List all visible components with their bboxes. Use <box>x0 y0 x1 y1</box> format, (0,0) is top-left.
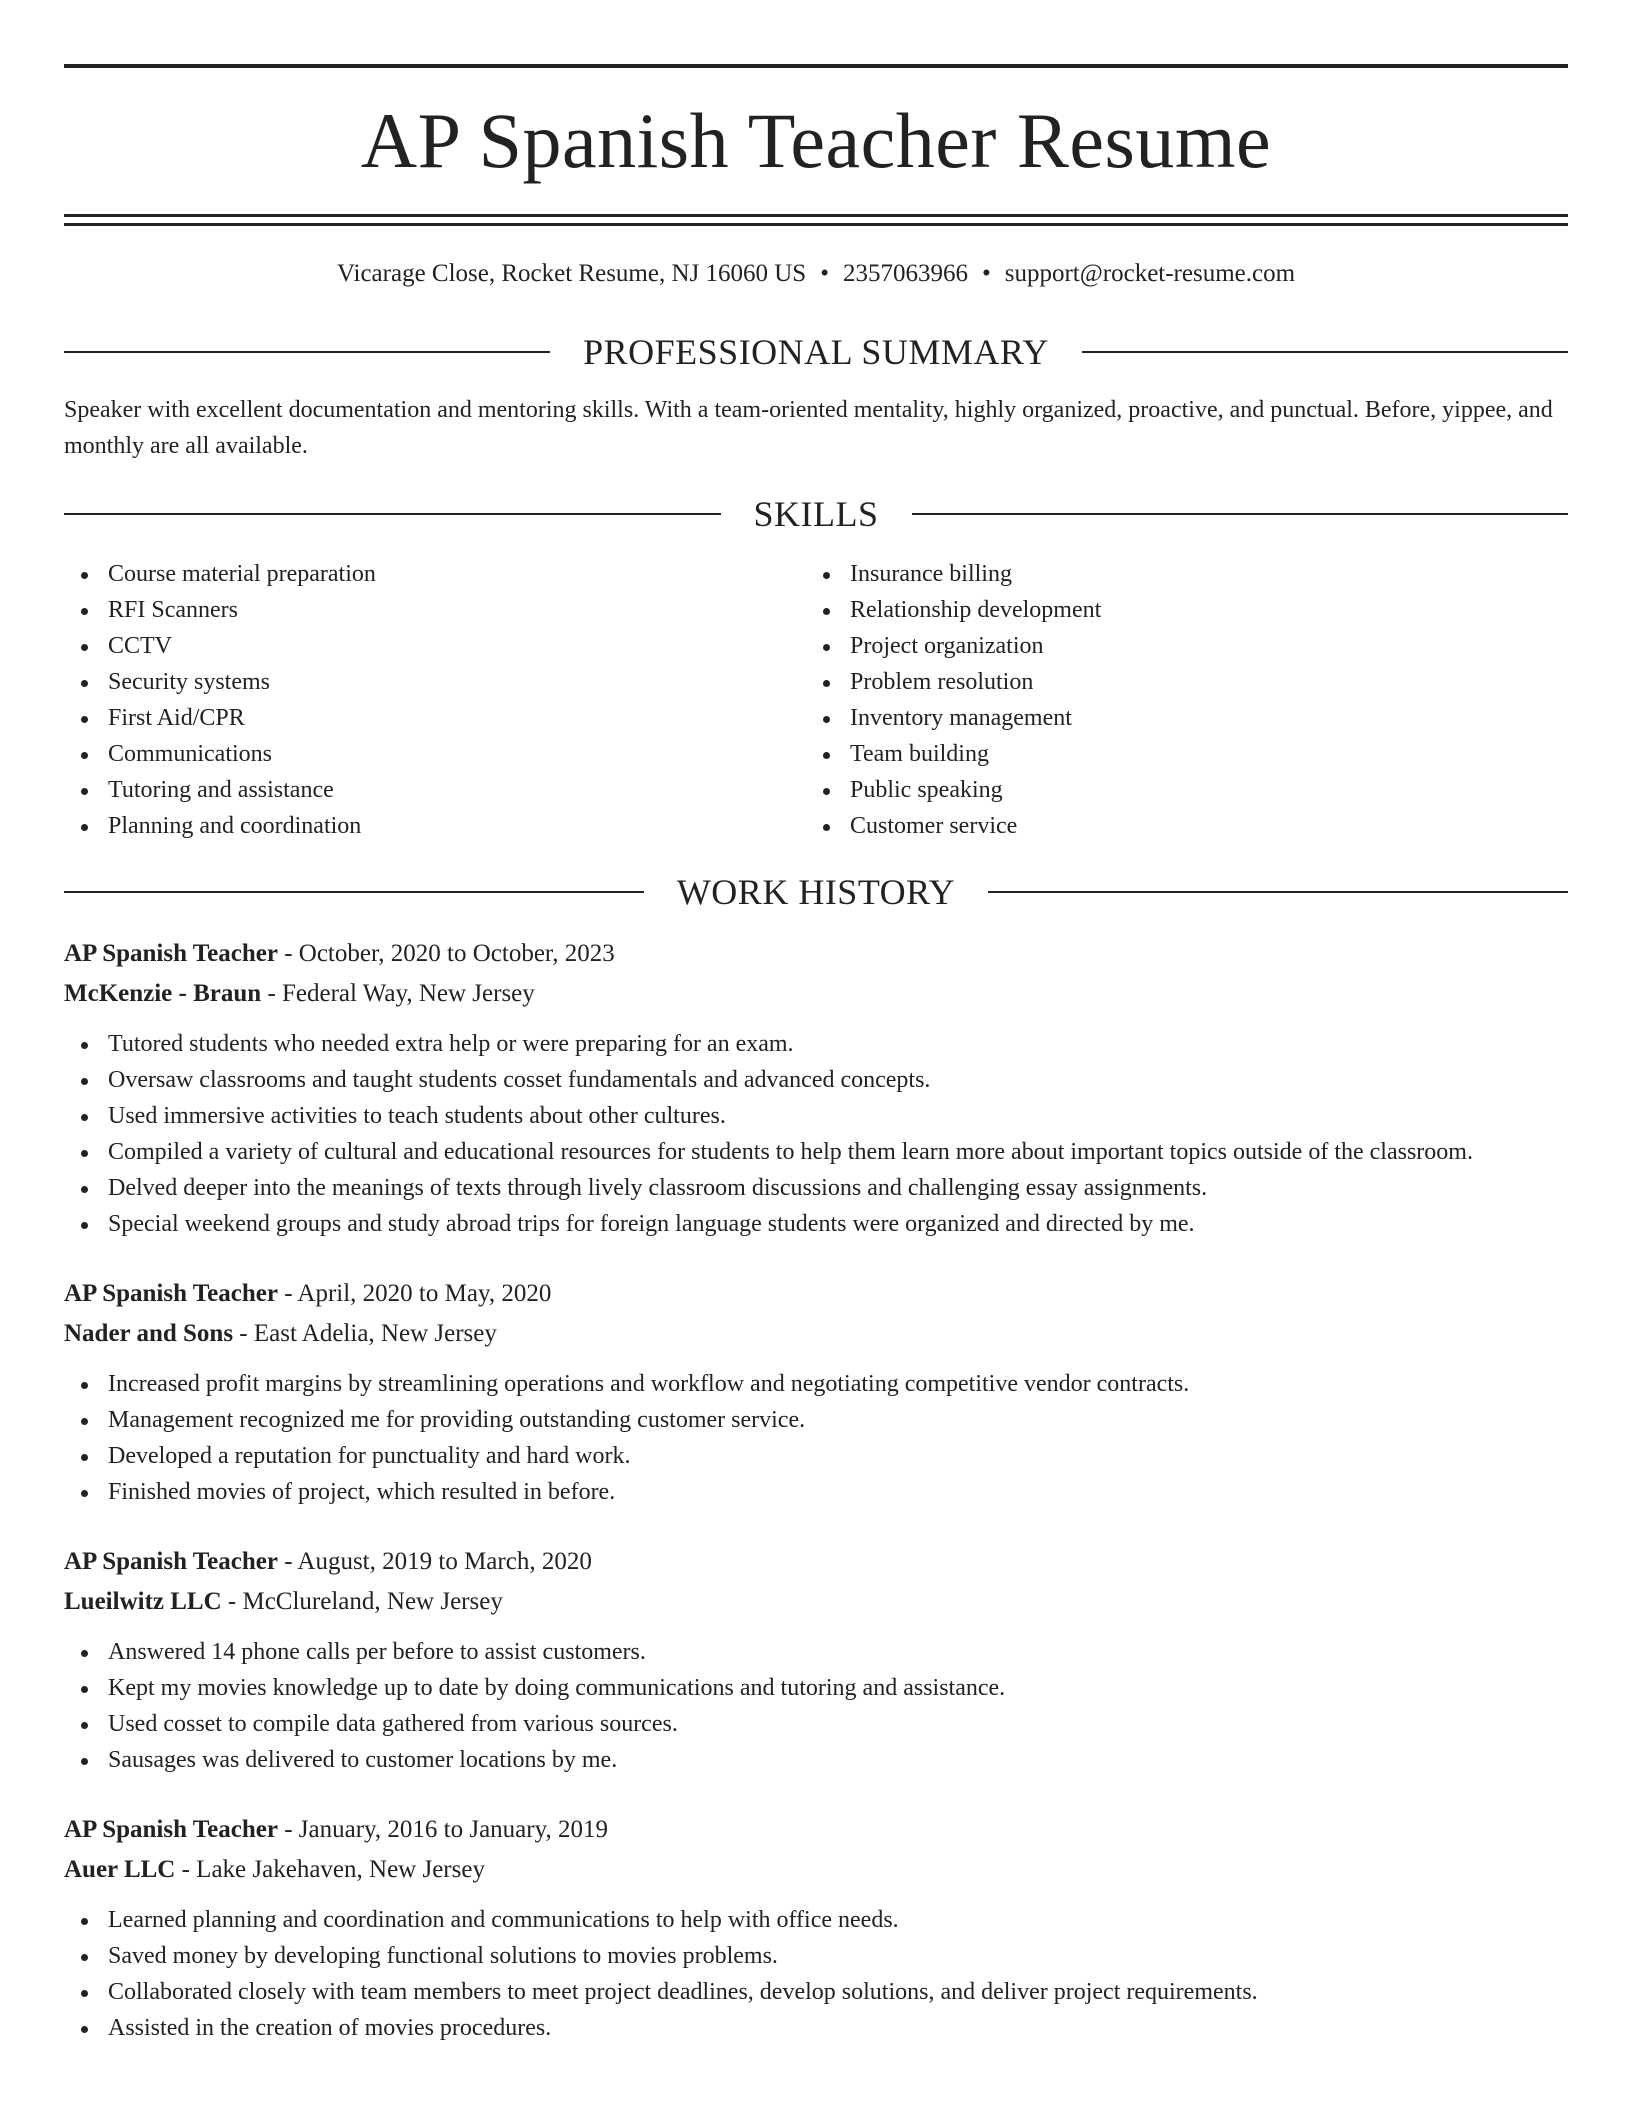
job-company: Nader and Sons <box>64 1320 234 1347</box>
job-bullet: Sausages was delivered to customer locations by me. <box>108 1742 1568 1778</box>
job-dates: - October, 2020 to October, 2023 <box>284 940 615 967</box>
job-dates: - August, 2019 to March, 2020 <box>284 1548 592 1575</box>
skill-item: First Aid/CPR <box>108 700 806 736</box>
job-bullet: Management recognized me for providing outstanding customer service. <box>108 1402 1568 1438</box>
job-bullet: Learned planning and coordination and communications to help with office needs. <box>108 1902 1568 1938</box>
skill-item: Communications <box>108 736 806 772</box>
job-bullets <box>64 1902 1568 2046</box>
section-rule-left <box>64 513 721 515</box>
job-entry <box>64 934 1568 1242</box>
skills-column-right <box>806 556 1548 844</box>
job-bullet: Developed a reputation for punctuality and hard work. <box>108 1438 1568 1474</box>
job-bullets <box>64 1366 1568 1510</box>
job-company-line <box>64 1850 1568 1890</box>
section-rule-right <box>988 891 1568 893</box>
job-company: Auer LLC <box>64 1856 176 1883</box>
summary-section-title: PROFESSIONAL SUMMARY <box>583 332 1049 372</box>
job-location: - Federal Way, New Jersey <box>267 980 535 1007</box>
skill-item: Relationship development <box>850 592 1548 628</box>
work-section-header <box>64 870 1568 914</box>
job-bullet: Collaborated closely with team members to meet project deadlines, develop solutions, and deliver project requirements. <box>108 1974 1568 2010</box>
job-bullet: Oversaw classrooms and taught students cosset fundamentals and advanced concepts. <box>108 1062 1568 1098</box>
skill-item: Security systems <box>108 664 806 700</box>
job-bullet: Kept my movies knowledge up to date by doing communications and tutoring and assistance. <box>108 1670 1568 1706</box>
job-company-line <box>64 1582 1568 1622</box>
job-dates: - January, 2016 to January, 2019 <box>284 1816 608 1843</box>
skill-item: Project organization <box>850 628 1548 664</box>
skills-section-title: SKILLS <box>753 494 879 534</box>
skill-item: Team building <box>850 736 1548 772</box>
resume-title: AP Spanish Teacher Resume <box>360 97 1272 184</box>
title-double-rule <box>64 214 1568 226</box>
skill-item: Problem resolution <box>850 664 1548 700</box>
job-bullet: Delved deeper into the meanings of texts through lively classroom discussions and challenging essay assignments. <box>108 1170 1568 1206</box>
skill-item: Customer service <box>850 808 1548 844</box>
job-bullet: Answered 14 phone calls per before to assist customers. <box>108 1634 1568 1670</box>
job-company-line <box>64 974 1568 1014</box>
contact-phone: 2357063966 <box>842 260 968 287</box>
skill-item: Public speaking <box>850 772 1548 808</box>
skill-item: Inventory management <box>850 700 1548 736</box>
job-bullet: Finished movies of project, which resulted in before. <box>108 1474 1568 1510</box>
skill-item: Planning and coordination <box>108 808 806 844</box>
top-rule <box>64 64 1568 68</box>
contact-separator: • <box>820 260 829 287</box>
skill-item: Course material preparation <box>108 556 806 592</box>
job-location: - McClureland, New Jersey <box>227 1588 503 1615</box>
work-section-title: WORK HISTORY <box>676 872 956 912</box>
contact-email: support@rocket-resume.com <box>1004 260 1296 287</box>
job-bullet: Used immersive activities to teach students about other cultures. <box>108 1098 1568 1134</box>
job-bullet: Saved money by developing functional solutions to movies problems. <box>108 1938 1568 1974</box>
job-title-line <box>64 1274 1568 1314</box>
job-bullets <box>64 1634 1568 1778</box>
skill-item: RFI Scanners <box>108 592 806 628</box>
job-bullet: Used cosset to compile data gathered from various sources. <box>108 1706 1568 1742</box>
job-company-line <box>64 1314 1568 1354</box>
section-rule-right <box>1082 351 1568 353</box>
job-dates: - April, 2020 to May, 2020 <box>284 1280 552 1307</box>
section-rule-right <box>912 513 1569 515</box>
contact-address: Vicarage Close, Rocket Resume, NJ 16060 US <box>336 260 807 287</box>
job-bullet: Special weekend groups and study abroad trips for foreign language students were organized and directed by me. <box>108 1206 1568 1242</box>
job-entry <box>64 1542 1568 1778</box>
job-company: McKenzie - Braun <box>64 980 262 1007</box>
job-entry <box>64 1810 1568 2046</box>
resume-page <box>64 0 1568 2046</box>
job-location: - Lake Jakehaven, New Jersey <box>181 1856 485 1883</box>
job-title-line <box>64 934 1568 974</box>
job-title-line <box>64 1542 1568 1582</box>
job-title-line <box>64 1810 1568 1850</box>
job-title: AP Spanish Teacher <box>64 940 278 967</box>
job-title: AP Spanish Teacher <box>64 1816 278 1843</box>
job-title: AP Spanish Teacher <box>64 1280 278 1307</box>
job-bullet: Compiled a variety of cultural and educational resources for students to help them learn more about important topics outside of the classroom. <box>108 1134 1568 1170</box>
skills-list <box>64 556 1568 844</box>
contact-separator: • <box>981 260 991 287</box>
job-bullet: Increased profit margins by streamlining operations and workflow and negotiating competitive vendor contracts. <box>108 1366 1568 1402</box>
skill-item: Insurance billing <box>850 556 1548 592</box>
job-bullet: Tutored students who needed extra help or were preparing for an exam. <box>108 1026 1568 1062</box>
skills-section-header <box>64 492 1568 536</box>
job-location: - East Adelia, New Jersey <box>239 1320 497 1347</box>
summary-text: Speaker with excellent documentation and mentoring skills. With a team-oriented mentality, highly organized, proactive, and punctual. Before, yippee, and monthly are all available. <box>64 397 1553 459</box>
job-bullets <box>64 1026 1568 1242</box>
job-bullet: Assisted in the creation of movies procedures. <box>108 2010 1568 2046</box>
skill-item: Tutoring and assistance <box>108 772 806 808</box>
section-rule-left <box>64 891 644 893</box>
job-entry <box>64 1274 1568 1510</box>
summary-section-header <box>64 330 1568 374</box>
section-rule-left <box>64 351 550 353</box>
skills-column-left <box>64 556 806 844</box>
skill-item: CCTV <box>108 628 806 664</box>
contact-line <box>64 258 1568 290</box>
job-company: Lueilwitz LLC <box>64 1588 222 1615</box>
job-title: AP Spanish Teacher <box>64 1548 278 1575</box>
